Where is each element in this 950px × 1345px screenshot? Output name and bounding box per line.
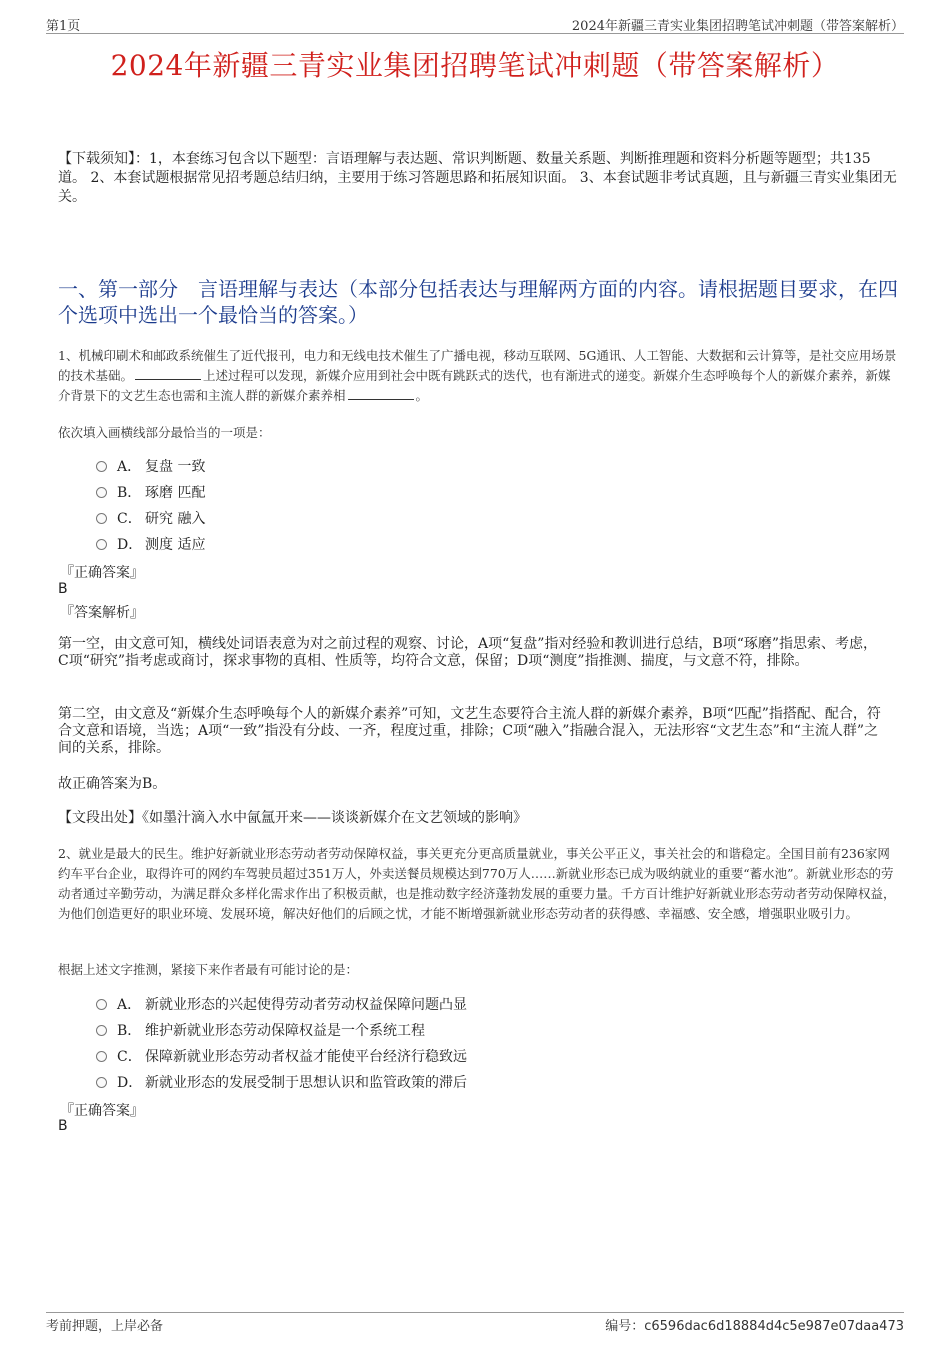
question-2-correct-label: 『正确答案』	[60, 1103, 144, 1119]
fill-blank-2	[348, 387, 414, 400]
question-1-option-c[interactable]: C． 研究 融入	[96, 508, 205, 528]
footer-slogan: 考前押题，上岸必备	[46, 1319, 164, 1334]
header-divider	[46, 33, 904, 34]
header-doc-title: 2024年新疆三青实业集团招聘笔试冲刺题（带答案解析）	[571, 19, 904, 34]
question-2-answer: B	[58, 1118, 68, 1134]
radio-icon[interactable]	[96, 539, 107, 550]
question-2-option-b[interactable]: B． 维护新就业形态劳动保障权益是一个系统工程	[96, 1020, 425, 1040]
fill-blank-1	[135, 367, 201, 380]
question-2-option-a[interactable]: A． 新就业形态的兴起使得劳动者劳动权益保障问题凸显	[96, 994, 467, 1014]
radio-icon[interactable]	[96, 1051, 107, 1062]
question-1-text	[58, 346, 900, 406]
question-1-correct-label: 『正确答案』	[60, 565, 144, 581]
radio-icon[interactable]	[96, 1025, 107, 1036]
radio-icon[interactable]	[96, 487, 107, 498]
question-1-text-part-a: 1、机械印刷术和邮政系统催生了近代报刊，电力和无线电技术催生了广播电视，移动互联网、5G通讯、人工智能、大数据和云计算等，是社交应用场景的技术基础。	[58, 348, 897, 383]
download-notice: 【下载须知】：1，本套练习包含以下题型：言语理解与表达题、常识判断题、数量关系题、判断推理题和资料分析题等题型；共135道。 2、本套试题根据常见招考题总结归纳，主要用于练习答题思路和拓展知识面。 3、本套试题非考试真题，且与新疆三青实业集团无关。	[58, 151, 897, 205]
footer-divider	[46, 1312, 904, 1313]
question-2-option-c[interactable]: C． 保障新就业形态劳动者权益才能使平台经济行稳致远	[96, 1046, 467, 1066]
question-2-prompt: 根据上述文字推测，紧接下来作者最有可能讨论的是：	[58, 962, 359, 977]
question-1-option-b[interactable]: B． 琢磨 匹配	[96, 482, 205, 502]
radio-icon[interactable]	[96, 513, 107, 524]
radio-icon[interactable]	[96, 1077, 107, 1088]
page-title: 2024年新疆三青实业集团招聘笔试冲刺题（带答案解析）	[110, 49, 840, 82]
section-heading: 一、第一部分 言语理解与表达（本部分包括表达与理解两方面的内容。请根据题目要求，在四个选项中选出一个最恰当的答案。）	[58, 277, 898, 327]
question-1-option-d[interactable]: D． 测度 适应	[96, 534, 205, 554]
question-1-option-a[interactable]: A． 复盘 一致	[96, 456, 205, 476]
question-2-text: 2、就业是最大的民生。维护好新就业形态劳动者劳动保障权益，事关更充分更高质量就业，事关公平正义，事关社会的和谐稳定。全国目前有236家网约车平台企业，取得许可的网约车驾驶员超过351万人，外卖送餐员规模达到770万人……新就业形态已成为吸纳就业的重要“蓄水池”。新就业形态的劳动者通过辛勤劳动，为满足群众多样化需求作出了积极贡献，也是推动数字经济蓬勃发展的重要力量。千方百计维护好新就业形态劳动者劳动保障权益，为他们创造更好的职业环境、发展环境，解决好他们的后顾之忧，才能不断增强新就业形态劳动者的获得感、幸福感、安全感，增强职业吸引力。	[58, 846, 896, 921]
question-2-option-d[interactable]: D． 新就业形态的发展受制于思想认识和监管政策的滞后	[96, 1072, 467, 1092]
question-1-conclusion: 故正确答案为B。	[58, 776, 167, 792]
question-1-analysis-label: 『答案解析』	[60, 605, 144, 621]
question-1-text-part-b: 上述过程可以发现，新媒介应用到社会中既有跳跃式的迭代，也有渐进式的递变。新媒介生态呼唤每个人的新媒介素养，新媒介背景下的文艺生态也需和主流人群的新媒介素养相	[58, 368, 891, 403]
page-number: 第1页	[46, 19, 81, 34]
question-1-answer: B	[58, 581, 68, 597]
footer-doc-code: 编号：c6596dac6d18884d4c5e987e07daa473	[605, 1319, 904, 1334]
question-1-analysis-1: 第一空，由文意可知，横线处词语表意为对之前过程的观察、讨论，A项“复盘”指对经验和教训进行总结，B项“琢磨”指思索、考虑，C项“研究”指考虑或商讨，探求事物的真相、性质等，均符合文意，保留；D项“测度”指推测、揣度，与文意不符，排除。	[58, 636, 878, 669]
question-1-analysis-2: 第二空，由文意及“新媒介生态呼唤每个人的新媒介素养”可知，文艺生态要符合主流人群的新媒介素养，B项“匹配”指搭配、配合，符合文意和语境，当选；A项“一致”指没有分歧、一齐，程度过重，排除；C项“融入”指融合混入，无法形容“文艺生态”和“主流人群”之间的关系，排除。	[58, 706, 881, 756]
radio-icon[interactable]	[96, 999, 107, 1010]
question-1-source: 【文段出处】《如墨汁滴入水中氤氲开来——谈谈新媒介在文艺领域的影响》	[58, 810, 527, 826]
question-1-prompt: 依次填入画横线部分最恰当的一项是：	[58, 425, 271, 440]
question-1-text-part-c: 。	[415, 388, 429, 403]
radio-icon[interactable]	[96, 461, 107, 472]
